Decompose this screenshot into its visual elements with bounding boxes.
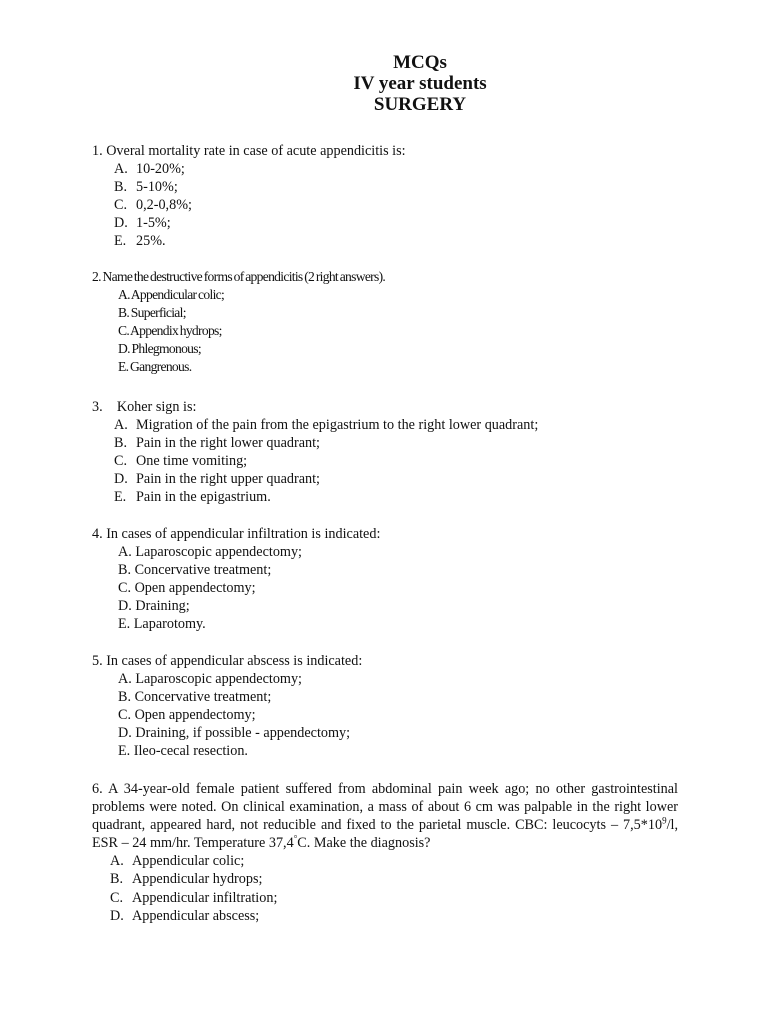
question-1-options (92, 160, 406, 250)
document-header (0, 52, 768, 115)
option-e: E. Laparotomy. (118, 616, 206, 633)
option-b: B. Concervative treatment; (118, 689, 272, 706)
header-title: MCQs (393, 52, 447, 73)
question-3-stem: 3. Koher sign is: (92, 399, 197, 415)
option-a: A. Laparoscopic appendectomy; (118, 544, 302, 561)
option-a: A. Appendicular colic; (118, 287, 225, 303)
question-4 (92, 525, 380, 634)
option-a: A. Appendicular colic; (110, 853, 245, 870)
option-d: D. Phlegmonous; (118, 341, 201, 357)
question-4-options (92, 543, 380, 633)
option-d: D. 1-5%; (114, 215, 171, 232)
question-2 (92, 268, 385, 377)
option-c: C. Open appendectomy; (118, 580, 256, 597)
option-b: B. Superficial; (118, 305, 186, 321)
question-5 (92, 652, 362, 761)
question-5-stem: 5. In cases of appendicular abscess is indicated: (92, 653, 363, 669)
question-1-stem: 1. Overal mortality rate in case of acute appendicitis is: (92, 143, 406, 159)
header-subject: SURGERY (373, 94, 467, 115)
question-6 (92, 780, 678, 925)
option-c: C. One time vomiting; (114, 453, 248, 470)
option-e: E. 25%. (114, 233, 166, 250)
option-c: C. Appendix hydrops; (118, 323, 222, 339)
option-b: B. Appendicular hydrops; (110, 871, 263, 888)
option-b: B. Pain in the right lower quadrant; (114, 435, 321, 452)
question-6-options (92, 852, 678, 924)
option-a: A. 10-20%; (114, 161, 185, 178)
question-5-options (92, 670, 362, 760)
question-2-stem: 2. Name the destructive forms of appendicitis (2 right answers). (92, 269, 386, 284)
option-a: A. Laparoscopic appendectomy; (118, 671, 302, 688)
question-4-stem: 4. In cases of appendicular infiltration is indicated: (92, 526, 381, 542)
question-2-options (92, 286, 385, 376)
option-e: E. Gangrenous. (118, 359, 192, 375)
option-b: B. 5-10%; (114, 179, 178, 196)
question-1 (92, 142, 406, 251)
option-d: D. Pain in the right upper quadrant; (114, 471, 321, 488)
option-e: E. Ileo-cecal resection. (118, 743, 248, 760)
question-6-stem: 6. A 34-year-old female patient suffered from abdominal pain week ago; no other gastrointestinal problems were noted. On clinical examination, a mass of about 6 cm was palpable in the right lower quadrant, appeared hard, not reducible and fixed to the parietal muscle. CBC: leucocyts – $7,5*10^9/l$, ESR – 24 mm/hr. Temperature 37,4°C. Make the diagnosis? (92, 781, 678, 852)
option-c: C. 0,2-0,8%; (114, 197, 192, 214)
option-c: C. Appendicular infiltration; (110, 889, 278, 906)
question-3 (92, 398, 538, 507)
question-3-options (92, 416, 538, 506)
option-d: D. Appendicular abscess; (110, 907, 260, 924)
option-d: D. Draining; (118, 598, 190, 615)
header-audience: IV year students (353, 73, 487, 94)
option-e: E. Pain in the epigastrium. (114, 489, 271, 506)
option-c: C. Open appendectomy; (118, 707, 256, 724)
option-b: B. Concervative treatment; (118, 562, 272, 579)
option-a: A. Migration of the pain from the epigastrium to the right lower quadrant; (114, 417, 539, 434)
option-d: D. Draining, if possible - appendectomy; (118, 725, 351, 742)
